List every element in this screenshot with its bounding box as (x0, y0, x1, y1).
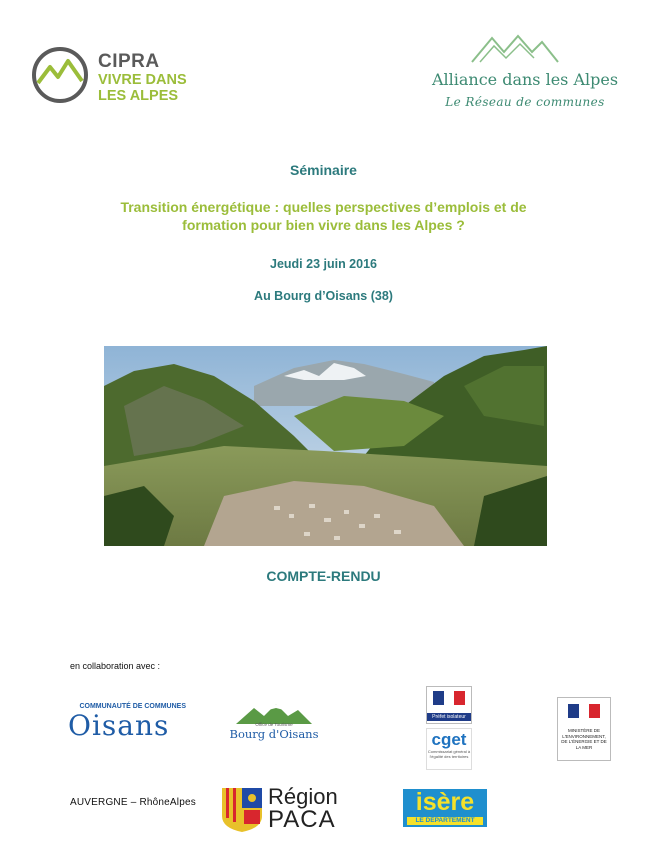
prefet-band: Préfet isolateur (427, 713, 471, 721)
isere-band: LE DÉPARTEMENT (407, 817, 483, 825)
oisans-logo-word: Oisans (68, 709, 170, 742)
oisans-logo (68, 703, 194, 747)
oisans-logo-top: COMMUNAUTÉ DE COMMUNES (79, 703, 186, 710)
bourg-doisans-logo (228, 702, 320, 742)
cipra-name: CIPRA (98, 51, 160, 72)
event-kind: Séminaire (290, 162, 357, 178)
paca-line-1: Région (268, 784, 338, 809)
cget-subtitle: Commissariat général à l'égalité des territoires (427, 749, 471, 759)
event-title (0, 198, 647, 234)
event-title-line-1: Transition énergétique : quelles perspectives d’emplois et de (120, 199, 527, 215)
auvergne-rhone-alpes-logo: AUVERGNE – RhôneAlpes (70, 797, 196, 808)
bourg-mountain-icon (228, 702, 320, 724)
ministere-text: MINISTÈRE DE L'ENVIRONNEMENT, DE L'ÉNERGIE ET DE LA MER (561, 728, 607, 750)
cipra-tagline-2: LES ALPES (98, 88, 179, 104)
event-place: Au Bourg d’Oisans (38) (254, 289, 393, 303)
isere-word: isère (415, 788, 475, 816)
paca-shield-icon (222, 788, 262, 832)
ministere-logo (557, 697, 611, 761)
event-date: Jeudi 23 juin 2016 (270, 257, 377, 271)
cget-word: cget (431, 730, 467, 749)
bourg-logo-small: Office de Tourisme (255, 722, 293, 727)
alliance-mountain-icon (470, 32, 560, 64)
alliance-tagline: Le Réseau de communes (445, 95, 605, 109)
collaboration-label: en collaboration avec : (70, 661, 161, 671)
cipra-tagline-1: VIVRE DANS (98, 72, 187, 88)
cget-logo (426, 728, 472, 770)
bourg-logo-name: Bourg d'Oisans (229, 727, 319, 741)
french-flag-icon (568, 704, 600, 718)
valley-photo (104, 346, 547, 546)
cipra-logo-mountain-icon (30, 45, 90, 105)
french-flag-icon (433, 691, 465, 705)
paca-line-2: PACA (268, 806, 336, 833)
event-title-line-2: formation pour bien vivre dans les Alpes ? (182, 217, 465, 233)
prefet-logo (426, 686, 472, 724)
cipra-logo-text (98, 52, 238, 104)
document-type: COMPTE-RENDU (266, 568, 381, 584)
isere-logo (403, 789, 487, 827)
alliance-name: Alliance dans les Alpes (431, 70, 619, 89)
